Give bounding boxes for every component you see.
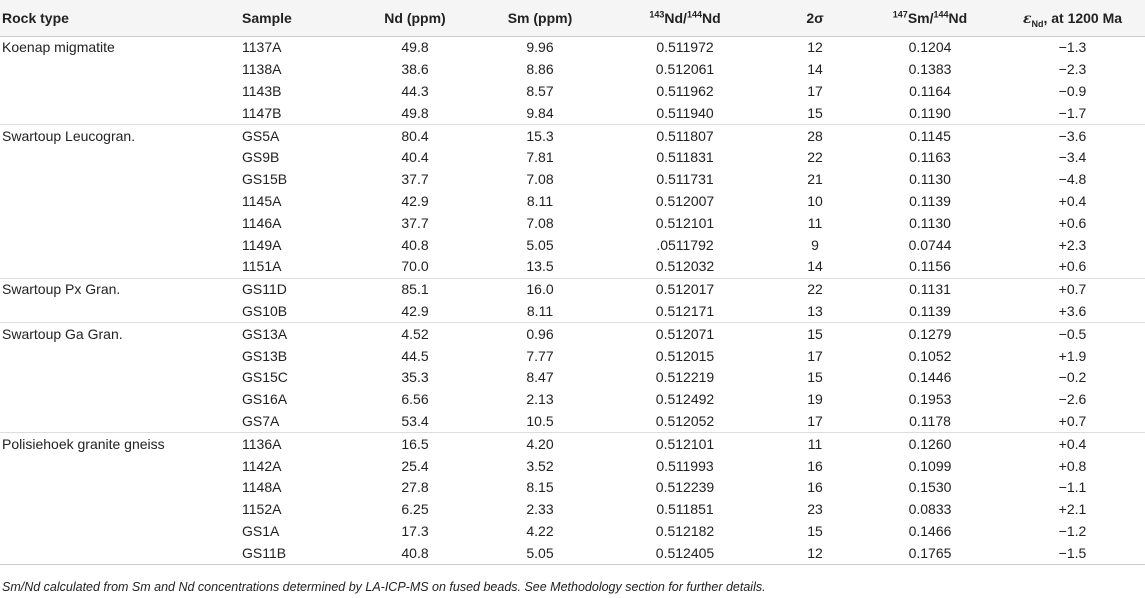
cell-two-sigma: 15 (770, 323, 860, 345)
cell-sm: 16.0 (480, 278, 600, 300)
cell-nd: 40.4 (401, 149, 429, 166)
cell-nd: 6.56 (401, 391, 429, 408)
cell-sm: 8.11 (526, 192, 554, 209)
cell-ratio-143-144: .0511792 (656, 236, 714, 253)
cell-rock-type (0, 169, 240, 191)
cell-sample: GS9B (242, 149, 280, 166)
cell-sample: GS7A (242, 412, 280, 429)
cell-sm: 4.22 (526, 522, 554, 539)
cell-ratio-143-144: 0.512101 (655, 214, 715, 231)
cell-ratio-147-144: 0.1446 (908, 369, 952, 386)
cell-nd: 25.4 (401, 457, 429, 474)
cell-sm: 9.84 (526, 104, 554, 121)
cell-nd: 85.1 (350, 278, 480, 300)
cell-nd: 40.8 (350, 542, 480, 564)
cell-rock-type (0, 191, 240, 213)
header-eps-symbol: ε (1022, 10, 1032, 27)
cell-nd: 37.7 (401, 214, 429, 231)
header-ratio-147-sup-b: 144 (933, 9, 949, 20)
cell-sm: 8.57 (526, 82, 554, 99)
cell-rock-type (0, 367, 240, 389)
cell-nd: 4.52 (350, 323, 480, 345)
cell-nd: 40.8 (401, 236, 429, 253)
cell-epsilon-nd: −2.6 (1058, 391, 1087, 408)
cell-two-sigma: 21 (807, 171, 823, 188)
table-row (0, 147, 1145, 169)
cell-sm: 8.47 (526, 369, 554, 386)
cell-ratio-147-144: 0.0833 (908, 501, 952, 518)
cell-ratio-143-144: 0.512007 (655, 192, 715, 209)
cell-epsilon-nd: +0.6 (1058, 214, 1087, 231)
cell-nd: 6.25 (401, 501, 429, 518)
cell-sm: 4.20 (480, 433, 600, 455)
table-row (0, 212, 1145, 234)
table-row (0, 191, 1145, 213)
cell-sm: 5.05 (526, 236, 554, 253)
cell-ratio-147-144: 0.1190 (909, 104, 951, 121)
cell-two-sigma: 17 (807, 412, 823, 429)
cell-epsilon-nd: +0.8 (1058, 457, 1087, 474)
cell-ratio-143-144: 0.511940 (656, 104, 714, 121)
cell-nd: 27.8 (401, 479, 429, 496)
cell-ratio-147-144: 0.1139 (909, 302, 951, 319)
cell-two-sigma: 16 (807, 457, 823, 474)
cell-rock-type: Polisiehoek granite gneiss (0, 433, 240, 455)
cell-rock-type (0, 256, 240, 278)
cell-two-sigma: 14 (807, 258, 823, 275)
cell-ratio-143-144: 0.511993 (656, 457, 714, 474)
table-body (0, 37, 1145, 565)
cell-ratio-143-144: 0.512405 (600, 542, 770, 564)
table-row (0, 37, 1145, 59)
cell-nd: 42.9 (401, 192, 429, 209)
cell-two-sigma: 9 (811, 236, 819, 253)
header-epsilon-nd (1000, 0, 1145, 37)
header-ratio-147-sup-a: 147 (892, 9, 908, 20)
cell-rock-type (0, 345, 240, 367)
cell-nd: 44.3 (401, 82, 429, 99)
cell-sample: 1142A (242, 457, 282, 474)
cell-ratio-147-144: 0.1145 (860, 125, 1000, 147)
cell-two-sigma: 17 (807, 347, 823, 364)
header-ratio-147-mid: Sm/ (907, 10, 934, 26)
cell-rock-type (0, 301, 240, 323)
cell-sample: 1143B (242, 82, 282, 99)
table-row (0, 411, 1145, 433)
cell-sm: 0.96 (480, 323, 600, 345)
cell-rock-type: Swartoup Leucogran. (0, 125, 240, 147)
cell-two-sigma: 11 (770, 433, 860, 455)
cell-ratio-147-144: 0.1156 (909, 258, 951, 275)
cell-epsilon-nd: −1.1 (1058, 479, 1087, 496)
header-nd: Nd (ppm) (350, 0, 480, 37)
cell-sample: 1151A (242, 258, 282, 275)
cell-ratio-147-144: 0.1052 (908, 347, 952, 364)
cell-epsilon-nd: −0.2 (1058, 369, 1087, 386)
table-row (0, 59, 1145, 81)
cell-ratio-147-144: 0.1530 (908, 479, 952, 496)
cell-epsilon-nd: +0.7 (1000, 278, 1145, 300)
cell-sample: GS15B (242, 171, 288, 188)
cell-sm: 7.08 (526, 171, 554, 188)
cell-two-sigma: 11 (807, 214, 823, 231)
cell-nd: 38.6 (401, 61, 429, 78)
cell-rock-type (0, 389, 240, 411)
table-row (0, 323, 1145, 345)
cell-rock-type (0, 102, 240, 124)
cell-epsilon-nd: +2.3 (1058, 236, 1087, 253)
cell-epsilon-nd: −3.4 (1058, 149, 1087, 166)
cell-rock-type (0, 234, 240, 256)
cell-sample: 1152A (242, 501, 282, 518)
cell-sm: 8.15 (526, 479, 554, 496)
table-row (0, 301, 1145, 323)
header-ratio-143-144 (600, 0, 770, 37)
cell-sm: 13.5 (526, 258, 554, 275)
cell-ratio-143-144: 0.512239 (655, 479, 715, 496)
cell-ratio-143-144: 0.512492 (655, 391, 715, 408)
table-row (0, 455, 1145, 477)
cell-ratio-147-144: 0.0744 (908, 236, 952, 253)
cell-sample: 1148A (242, 479, 282, 496)
cell-sample: GS5A (240, 125, 350, 147)
table-header (0, 0, 1145, 37)
cell-ratio-147-144: 0.1163 (909, 149, 951, 166)
cell-two-sigma: 15 (807, 522, 823, 539)
cell-ratio-147-144: 0.1099 (908, 457, 952, 474)
table-row (0, 278, 1145, 300)
cell-sample: 1138A (242, 61, 282, 78)
cell-epsilon-nd: −1.3 (1058, 39, 1087, 56)
cell-epsilon-nd: −0.9 (1058, 82, 1087, 99)
cell-sm: 2.33 (526, 501, 554, 518)
cell-sm: 8.86 (526, 61, 554, 78)
cell-nd: 37.7 (401, 171, 429, 188)
cell-sample: 1147B (242, 104, 282, 121)
cell-epsilon-nd: +2.1 (1058, 501, 1087, 518)
table-row (0, 521, 1145, 543)
header-ratio-143-sup-b: 144 (686, 9, 702, 20)
cell-rock-type: Koenap migmatite (2, 39, 115, 56)
cell-two-sigma: 10 (807, 192, 823, 209)
cell-two-sigma: 13 (807, 302, 823, 319)
cell-nd: 80.4 (350, 125, 480, 147)
cell-sample: GS13A (240, 323, 350, 345)
cell-sample: GS11D (240, 278, 350, 300)
cell-sample: GS15C (242, 369, 288, 386)
cell-rock-type (0, 81, 240, 103)
cell-two-sigma: 15 (807, 369, 823, 386)
cell-nd: 35.3 (401, 369, 429, 386)
cell-epsilon-nd: −1.7 (1058, 104, 1087, 121)
cell-sm: 9.96 (526, 39, 554, 56)
cell-ratio-143-144: 0.511962 (656, 82, 714, 99)
cell-ratio-143-144: 0.512032 (655, 258, 715, 275)
cell-sm: 2.13 (526, 391, 554, 408)
table-row (0, 345, 1145, 367)
cell-ratio-147-144: 0.1383 (908, 61, 952, 78)
cell-sample: 1136A (240, 433, 350, 455)
cell-sm: 7.08 (526, 214, 554, 231)
cell-rock-type (0, 499, 240, 521)
cell-ratio-143-144: 0.512182 (655, 522, 715, 539)
header-eps-sub: Nd (1031, 18, 1044, 29)
cell-epsilon-nd: +0.7 (1058, 412, 1087, 429)
cell-ratio-143-144: 0.512171 (655, 302, 715, 319)
cell-epsilon-nd: +0.4 (1000, 433, 1145, 455)
cell-two-sigma: 12 (770, 542, 860, 564)
table-row (0, 433, 1145, 455)
cell-sample: 1137A (242, 39, 282, 56)
cell-ratio-147-144: 0.1953 (908, 391, 952, 408)
cell-two-sigma: 12 (807, 39, 823, 56)
cell-sample: GS11B (240, 542, 350, 564)
cell-ratio-143-144: 0.511972 (656, 39, 714, 56)
cell-nd: 17.3 (401, 522, 429, 539)
cell-two-sigma: 23 (807, 501, 823, 518)
cell-ratio-143-144: 0.511831 (656, 149, 714, 166)
table-row (0, 499, 1145, 521)
cell-sm: 3.52 (526, 457, 554, 474)
header-sample: Sample (240, 0, 350, 37)
cell-sample: 1145A (242, 192, 282, 209)
cell-nd: 49.8 (401, 104, 429, 121)
cell-two-sigma: 22 (807, 149, 823, 166)
table-row (0, 125, 1145, 147)
cell-sm: 8.11 (526, 302, 554, 319)
header-ratio-143-mid: Nd/ (664, 10, 687, 26)
cell-ratio-147-144: 0.1130 (909, 171, 951, 188)
cell-rock-type (0, 521, 240, 543)
cell-ratio-143-144: 0.512101 (600, 433, 770, 455)
cell-ratio-143-144: 0.512219 (655, 369, 715, 386)
table-row (0, 234, 1145, 256)
cell-ratio-147-144: 0.1279 (860, 323, 1000, 345)
cell-sm: 10.5 (526, 412, 554, 429)
cell-two-sigma: 22 (770, 278, 860, 300)
cell-ratio-143-144: 0.512052 (655, 412, 715, 429)
cell-sample: 1146A (242, 214, 282, 231)
cell-two-sigma: 17 (807, 82, 823, 99)
cell-sample: GS13B (242, 347, 288, 364)
cell-epsilon-nd: −3.6 (1000, 125, 1145, 147)
cell-sample: GS1A (242, 522, 280, 539)
table-row (0, 169, 1145, 191)
cell-ratio-147-144: 0.1765 (860, 542, 1000, 564)
table-row (0, 367, 1145, 389)
cell-ratio-143-144: 0.512061 (655, 61, 715, 78)
cell-ratio-143-144: 0.512071 (600, 323, 770, 345)
cell-two-sigma: 19 (807, 391, 823, 408)
cell-ratio-147-144: 0.1130 (909, 214, 951, 231)
cell-rock-type (0, 542, 240, 564)
cell-ratio-147-144: 0.1164 (909, 82, 951, 99)
cell-ratio-147-144: 0.1178 (909, 412, 951, 429)
cell-rock-type (0, 212, 240, 234)
cell-sm: 5.05 (480, 542, 600, 564)
table-row (0, 102, 1145, 124)
header-ratio-147-144 (860, 0, 1000, 37)
cell-rock-type (0, 59, 240, 81)
table-footnote: Sm/Nd calculated from Sm and Nd concentrations determined by LA-ICP-MS on fused beads. See Methodology section for further details. (2, 580, 766, 594)
cell-nd: 16.5 (350, 433, 480, 455)
cell-rock-type: Swartoup Px Gran. (0, 278, 240, 300)
cell-ratio-143-144: 0.512017 (600, 278, 770, 300)
cell-epsilon-nd: +0.4 (1058, 192, 1087, 209)
cell-two-sigma: 15 (807, 104, 823, 121)
cell-rock-type (0, 147, 240, 169)
header-ratio-143-sup-a: 143 (649, 9, 665, 20)
cell-two-sigma: 16 (807, 479, 823, 496)
cell-sm: 15.3 (480, 125, 600, 147)
cell-nd: 44.5 (401, 347, 429, 364)
cell-sm: 7.81 (526, 149, 554, 166)
cell-sample: GS10B (242, 302, 288, 319)
table-row (0, 542, 1145, 564)
header-ratio-147-end: Nd (948, 10, 968, 26)
cell-rock-type: Swartoup Ga Gran. (0, 323, 240, 345)
cell-ratio-143-144: 0.511851 (656, 501, 714, 518)
header-eps-rest: , at 1200 Ma (1043, 9, 1123, 26)
table-row (0, 81, 1145, 103)
table-row (0, 477, 1145, 499)
header-rock-type: Rock type (0, 0, 240, 37)
cell-ratio-143-144: 0.511807 (600, 125, 770, 147)
cell-ratio-147-144: 0.1139 (909, 192, 951, 209)
cell-ratio-147-144: 0.1260 (860, 433, 1000, 455)
cell-rock-type (0, 455, 240, 477)
cell-epsilon-nd: +3.6 (1058, 302, 1087, 319)
cell-ratio-147-144: 0.1131 (860, 278, 1000, 300)
cell-epsilon-nd: −4.8 (1058, 171, 1087, 188)
cell-sample: 1149A (242, 236, 282, 253)
table-row (0, 256, 1145, 278)
cell-rock-type (0, 411, 240, 433)
cell-nd: 42.9 (401, 302, 429, 319)
cell-two-sigma: 14 (807, 61, 823, 78)
cell-nd: 53.4 (401, 412, 429, 429)
header-sm: Sm (ppm) (480, 0, 600, 37)
cell-ratio-147-144: 0.1466 (908, 522, 952, 539)
cell-nd: 49.8 (401, 39, 429, 56)
cell-ratio-143-144: 0.511731 (656, 171, 714, 188)
cell-nd: 70.0 (401, 258, 429, 275)
cell-epsilon-nd: −2.3 (1058, 61, 1087, 78)
cell-epsilon-nd: −1.5 (1000, 542, 1145, 564)
header-ratio-143-end: Nd (701, 10, 721, 26)
cell-ratio-147-144: 0.1204 (908, 39, 952, 56)
cell-two-sigma: 28 (770, 125, 860, 147)
cell-epsilon-nd: −1.2 (1058, 522, 1087, 539)
cell-rock-type (0, 477, 240, 499)
cell-ratio-143-144: 0.512015 (655, 347, 715, 364)
cell-sample: GS16A (242, 391, 288, 408)
table-row (0, 389, 1145, 411)
cell-epsilon-nd: +1.9 (1058, 347, 1087, 364)
header-two-sigma: 2σ (770, 0, 860, 37)
cell-epsilon-nd: +0.6 (1058, 258, 1087, 275)
cell-epsilon-nd: −0.5 (1000, 323, 1145, 345)
cell-sm: 7.77 (526, 347, 554, 364)
